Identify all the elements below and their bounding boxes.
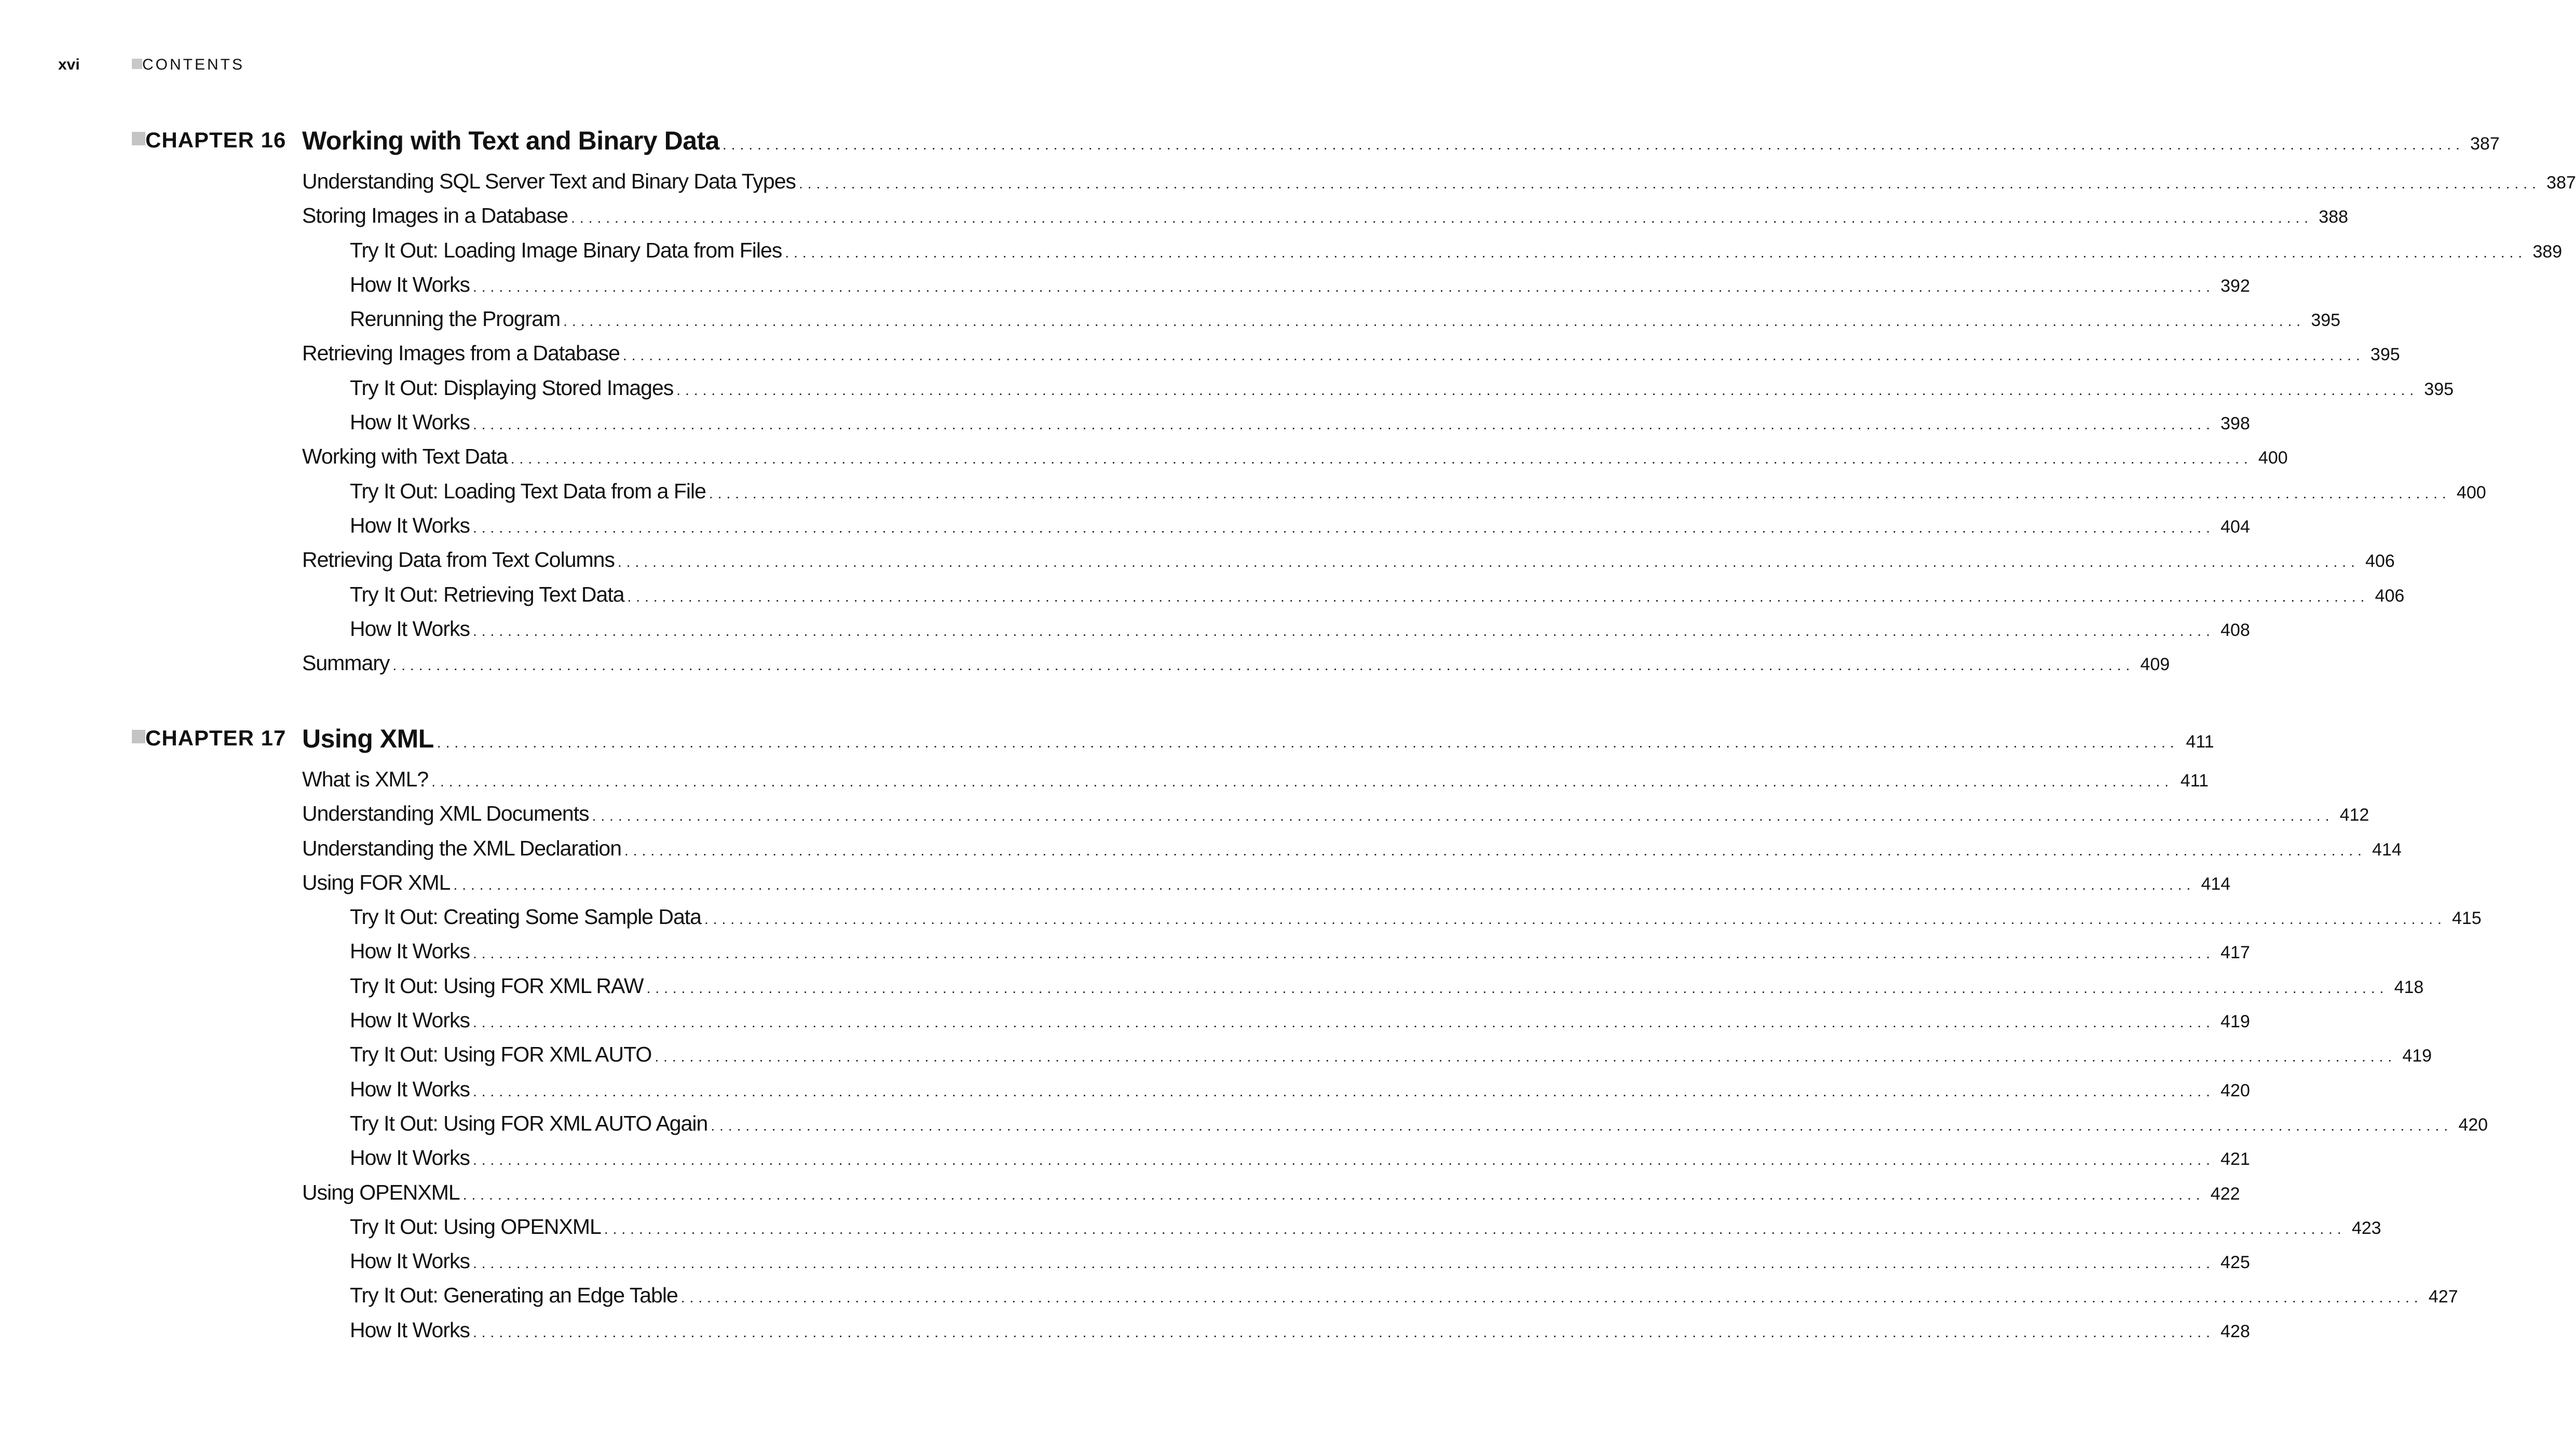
toc-entry	[0, 1249, 2250, 1283]
entry-page-number: 387	[2546, 173, 2576, 193]
toc-entry	[0, 1111, 2488, 1146]
dot-leader: ........................................................................................................................................................................................................	[392, 657, 2135, 674]
entry-title: Try It Out: Using OPENXML	[350, 1214, 601, 1239]
entry-page-number: 411	[2180, 771, 2209, 791]
toc-entry	[0, 939, 2250, 973]
entry-title: Try It Out: Generating an Edge Table	[350, 1283, 678, 1308]
entry-page-number: 412	[2339, 805, 2369, 825]
entry-title: Understanding SQL Server Text and Binary Data Types	[302, 169, 796, 193]
toc-entry	[0, 444, 2288, 479]
toc-entry	[0, 1180, 2240, 1215]
toc-entry	[0, 513, 2250, 548]
dot-leader: ........................................................................................................................................................................................................	[473, 1255, 2215, 1272]
toc-entry-line[interactable]	[350, 375, 2454, 402]
entry-title: Try It Out: Using FOR XML AUTO	[350, 1042, 652, 1067]
entry-page-number: 415	[2452, 908, 2482, 929]
dot-leader: ........................................................................................................................................................................................................	[711, 1117, 2453, 1134]
entry-title: Try It Out: Using FOR XML AUTO Again	[350, 1111, 708, 1135]
dot-leader: ........................................................................................................................................................................................................	[453, 876, 2196, 893]
entry-title: How It Works	[350, 410, 470, 434]
toc-entry-line[interactable]	[350, 1214, 2381, 1241]
entry-page-number: 427	[2428, 1287, 2458, 1307]
dot-leader: ........................................................................................................................................................................................................	[437, 735, 2179, 751]
entry-title: How It Works	[350, 1249, 470, 1273]
toc-entry-line[interactable]	[350, 513, 2250, 539]
dot-leader: ........................................................................................................................................................................................................	[604, 1220, 2346, 1237]
toc-entry	[0, 582, 2405, 617]
entry-title: Summary	[302, 651, 390, 675]
dot-leader: ........................................................................................................................................................................................................	[473, 1083, 2215, 1099]
dot-leader: ........................................................................................................................................................................................................	[473, 945, 2215, 962]
entry-title: Understanding the XML Declaration	[302, 836, 622, 860]
dot-leader: ........................................................................................................................................................................................................	[431, 773, 2174, 790]
entry-title: Try It Out: Displaying Stored Images	[350, 375, 674, 400]
dot-leader: ........................................................................................................................................................................................................	[473, 1152, 2215, 1168]
toc-entry-line[interactable]	[350, 905, 2482, 931]
dot-leader: ........................................................................................................................................................................................................	[676, 382, 2419, 398]
entry-page-number: 404	[2220, 516, 2250, 537]
chapter-title-line[interactable]	[302, 126, 2500, 157]
entry-page-number: 425	[2220, 1253, 2250, 1273]
toc-entry	[0, 410, 2250, 444]
dot-leader: ........................................................................................................................................................................................................	[708, 485, 2451, 501]
dot-leader: ........................................................................................................................................................................................................	[473, 1324, 2215, 1340]
chapter-entries	[0, 169, 2576, 685]
entry-title: Try It Out: Creating Some Sample Data	[350, 905, 701, 929]
toc-entry-line[interactable]	[302, 548, 2395, 574]
dot-leader: ........................................................................................................................................................................................................	[462, 1186, 2205, 1203]
page-number: xvi	[58, 56, 80, 73]
toc-entry-line[interactable]	[350, 307, 2341, 333]
dot-leader: ........................................................................................................................................................................................................	[473, 622, 2215, 639]
entry-title: Retrieving Images from a Database	[302, 341, 620, 365]
dot-leader: ........................................................................................................................................................................................................	[510, 451, 2253, 467]
toc-entry-line[interactable]	[302, 767, 2209, 793]
chapter-label: CHAPTER 17	[145, 726, 287, 750]
entry-title: Working with Text Data	[302, 444, 508, 469]
entry-page-number: 419	[2220, 1012, 2250, 1032]
toc-entry-line[interactable]	[302, 651, 2170, 677]
toc-entry	[0, 1214, 2381, 1249]
toc-entry-line[interactable]	[350, 973, 2424, 1000]
entry-title: Try It Out: Loading Image Binary Data from Files	[350, 238, 782, 262]
entry-title: Rerunning the Program	[350, 307, 561, 331]
dot-leader: ........................................................................................................................................................................................................	[563, 313, 2306, 330]
chapter-page-number: 411	[2186, 732, 2214, 752]
dot-leader: ........................................................................................................................................................................................................	[627, 588, 2369, 605]
toc-entry	[0, 479, 2486, 513]
toc-entry-line[interactable]	[302, 836, 2402, 862]
header-square-marker	[132, 59, 142, 69]
toc-entry	[0, 307, 2341, 341]
entry-title: How It Works	[350, 272, 470, 296]
entry-page-number: 388	[2319, 207, 2349, 227]
dot-leader: ........................................................................................................................................................................................................	[722, 137, 2464, 153]
entry-title: How It Works	[350, 939, 470, 963]
toc-entry	[0, 651, 2170, 685]
entry-page-number: 406	[2375, 586, 2405, 606]
dot-leader: ........................................................................................................................................................................................................	[473, 416, 2215, 433]
toc-entry-line[interactable]	[350, 479, 2486, 505]
entry-page-number: 414	[2372, 839, 2402, 860]
toc-entry	[0, 1146, 2250, 1180]
toc-entry	[0, 1283, 2458, 1317]
entry-title: How It Works	[350, 1146, 470, 1170]
chapter-section	[0, 117, 2576, 675]
toc-entry	[0, 973, 2424, 1008]
dot-leader: ........................................................................................................................................................................................................	[571, 210, 2313, 226]
entry-page-number: 400	[2258, 448, 2288, 468]
entry-page-number: 398	[2220, 414, 2250, 434]
toc-entry-line[interactable]	[350, 1042, 2432, 1068]
toc-entry	[0, 1008, 2250, 1042]
toc-entry-line[interactable]	[350, 238, 2563, 264]
entry-page-number: 414	[2201, 874, 2231, 894]
chapter-heading	[0, 715, 2214, 762]
entry-page-number: 406	[2365, 551, 2395, 572]
entry-title: How It Works	[350, 616, 470, 641]
entry-title: How It Works	[350, 1077, 470, 1101]
toc-entry	[0, 870, 2231, 905]
toc-entry-line[interactable]	[302, 801, 2369, 827]
chapter-title: Working with Text and Binary Data	[302, 126, 719, 155]
chapter-label: CHAPTER 16	[145, 128, 287, 152]
entry-page-number: 395	[2311, 310, 2341, 331]
dot-leader: ........................................................................................................................................................................................................	[473, 1014, 2215, 1031]
entry-page-number: 428	[2220, 1321, 2250, 1341]
chapter-title-line[interactable]	[302, 724, 2214, 755]
dot-leader: ........................................................................................................................................................................................................	[704, 911, 2446, 928]
entry-page-number: 419	[2402, 1046, 2432, 1066]
toc-entry	[0, 203, 2349, 238]
toc-entry-line[interactable]	[302, 1180, 2240, 1206]
toc-entry-line[interactable]	[350, 939, 2250, 965]
entry-title: Try It Out: Retrieving Text Data	[350, 582, 624, 606]
dot-leader: ........................................................................................................................................................................................................	[592, 808, 2334, 824]
toc-entry	[0, 1042, 2432, 1077]
toc-entry-line[interactable]	[350, 1077, 2250, 1103]
chapter-section	[0, 715, 2488, 1342]
toc-entry-line[interactable]	[350, 410, 2250, 436]
toc-entry-line[interactable]	[350, 1317, 2250, 1344]
toc-entry-line[interactable]	[350, 582, 2405, 608]
toc-entry	[0, 272, 2250, 307]
entry-title: How It Works	[350, 1317, 470, 1342]
dot-leader: ........................................................................................................................................................................................................	[624, 842, 2366, 859]
toc-entry-line[interactable]	[302, 870, 2231, 896]
toc-entry-line[interactable]	[350, 1111, 2488, 1137]
entry-page-number: 418	[2394, 977, 2424, 997]
toc-entry-line[interactable]	[350, 1249, 2250, 1275]
entry-title: Understanding XML Documents	[302, 801, 589, 826]
entry-page-number: 420	[2458, 1114, 2488, 1135]
entry-title: Storing Images in a Database	[302, 203, 568, 228]
toc-entry-line[interactable]	[302, 203, 2349, 229]
toc-entry	[0, 548, 2395, 582]
toc-entry	[0, 767, 2209, 801]
entry-page-number: 395	[2370, 345, 2400, 365]
toc-entry	[0, 1077, 2250, 1111]
chapter-title: Using XML	[302, 724, 434, 753]
entry-page-number: 417	[2220, 943, 2250, 963]
entry-page-number: 395	[2424, 379, 2454, 399]
entry-title: Using OPENXML	[302, 1180, 460, 1204]
page-header	[58, 56, 370, 73]
dot-leader: ........................................................................................................................................................................................................	[785, 244, 2527, 261]
entry-title: How It Works	[350, 513, 470, 537]
entry-page-number: 400	[2457, 482, 2486, 502]
dot-leader: ........................................................................................................................................................................................................	[680, 1289, 2423, 1306]
entry-page-number: 421	[2220, 1149, 2250, 1170]
toc-entry	[0, 1317, 2250, 1352]
toc-entry	[0, 905, 2482, 939]
chapter-square-marker	[132, 132, 145, 145]
toc-entry-line[interactable]	[302, 341, 2400, 367]
entry-page-number: 420	[2220, 1080, 2250, 1100]
entry-title: Try It Out: Using FOR XML RAW	[350, 973, 644, 998]
running-header-title: CONTENTS	[142, 56, 244, 73]
toc-entry-line[interactable]	[350, 616, 2250, 643]
dot-leader: ........................................................................................................................................................................................................	[473, 519, 2215, 536]
toc-entry-line[interactable]	[350, 1008, 2250, 1034]
dot-leader: ........................................................................................................................................................................................................	[622, 347, 2365, 364]
dot-leader: ........................................................................................................................................................................................................	[646, 980, 2389, 996]
entry-page-number: 408	[2220, 620, 2250, 640]
toc-entry-line[interactable]	[350, 1146, 2250, 1172]
toc-entry	[0, 801, 2369, 836]
entry-title: What is XML?	[302, 767, 429, 791]
entry-title: Retrieving Data from Text Columns	[302, 548, 615, 572]
dot-leader: ........................................................................................................................................................................................................	[655, 1049, 2397, 1065]
toc-entry	[0, 836, 2402, 871]
entry-page-number: 423	[2351, 1218, 2381, 1238]
entry-title: Using FOR XML	[302, 870, 451, 894]
toc-entry	[0, 375, 2454, 410]
chapter-page-number: 387	[2470, 134, 2500, 154]
toc-entry	[0, 169, 2576, 203]
entry-title: How It Works	[350, 1008, 470, 1032]
entry-page-number: 422	[2210, 1184, 2240, 1204]
chapter-heading	[0, 117, 2500, 164]
toc-entry-line[interactable]	[350, 1283, 2458, 1309]
entry-title: Try It Out: Loading Text Data from a File	[350, 479, 706, 503]
toc-entry-line[interactable]	[302, 444, 2288, 470]
toc-entry	[0, 616, 2250, 651]
entry-page-number: 409	[2140, 655, 2170, 675]
toc-entry-line[interactable]	[302, 169, 2576, 195]
dot-leader: ........................................................................................................................................................................................................	[617, 554, 2360, 570]
dot-leader: ........................................................................................................................................................................................................	[473, 278, 2215, 295]
toc-entry	[0, 341, 2400, 375]
chapter-square-marker	[132, 730, 145, 743]
chapter-entries	[0, 767, 2488, 1352]
toc-entry-line[interactable]	[350, 272, 2250, 298]
toc-entry	[0, 238, 2563, 273]
dot-leader: ........................................................................................................................................................................................................	[799, 175, 2541, 192]
entry-page-number: 389	[2532, 241, 2563, 262]
entry-page-number: 392	[2220, 276, 2250, 296]
